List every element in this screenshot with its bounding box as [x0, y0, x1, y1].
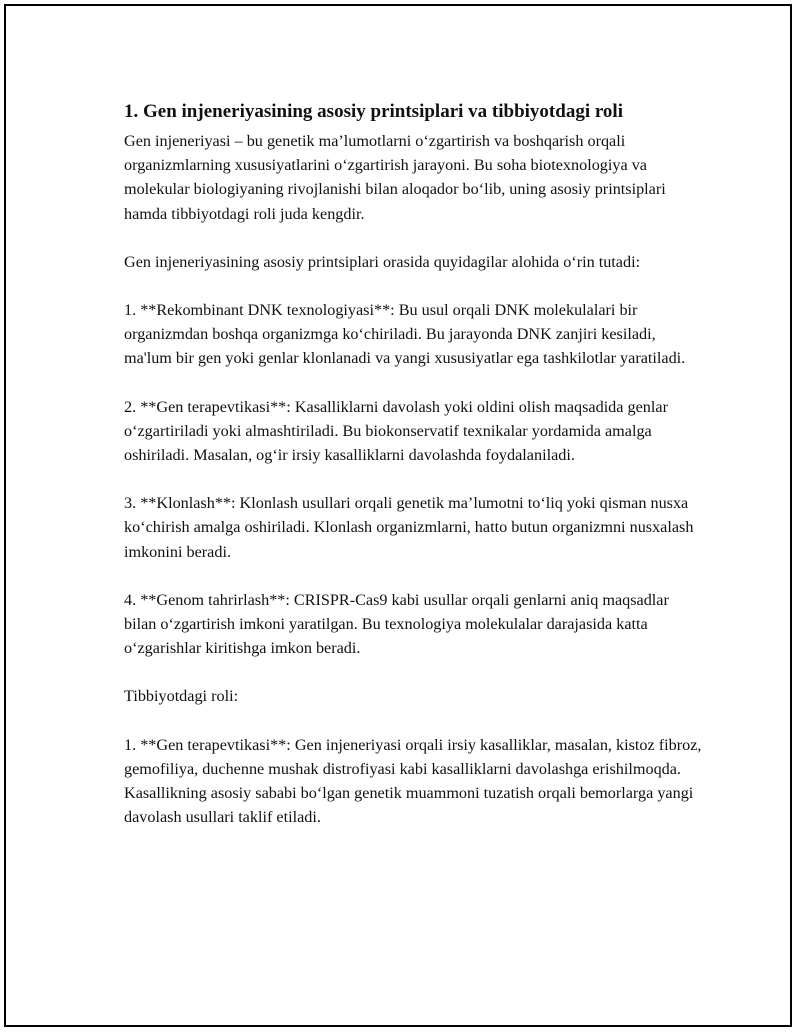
- principle-cloning: 3. **Klonlash**: Klonlash usullari orqali genetik ma’lumotni to‘liq yoki qisman nusxa ko‘chirish amalga oshiriladi. Klonlash organizmlarni, hatto butun organizmni nusxalash imkonini beradi.: [124, 494, 694, 561]
- intro-paragraph: Gen injeneriyasi – bu genetik ma’lumotlarni o‘zgartirish va boshqarish orqali organizmlarning xususiyatlarini o‘zgartirish jarayoni. Bu soha biotexnologiya va molekular biologiyaning rivojlanishi bilan aloqador bo‘lib, uning asosiy printsiplari hamda tibbiyotdagi roli juda kengdir.: [124, 132, 666, 223]
- principles-intro-paragraph: Gen injeneriyasining asosiy printsiplari orasida quyidagilar alohida o‘rin tutadi:: [124, 252, 641, 271]
- principle-genome-editing: 4. **Genom tahrirlash**: CRISPR-Cas9 kabi usullar orqali genlarni aniq maqsadlar bilan o‘zgartirish imkoni yaratilgan. Bu texnologiya molekulalar darajasida katta o‘zgarishlar kiritishga imkon beradi.: [124, 590, 669, 658]
- medicine-role-heading: Tibbiyotdagi roli:: [124, 687, 239, 706]
- page-frame: [4, 4, 792, 1027]
- principle-recombinant-dna: 1. **Rekombinant DNK texnologiyasi**: Bu usul orqali DNK molekulalari bir organizmdan boshqa organizmga ko‘chiriladi. Bu jarayonda DNK zanjiri kesiladi, ma'lum bir gen yoki genlar klonlanadi va yangi xususiyatlar ega tashkilotlar yaratiladi.: [124, 301, 686, 368]
- medicine-gene-therapy: 1. **Gen terapevtikasi**: Gen injeneriyasi orqali irsiy kasalliklar, masalan, kistoz fibroz, gemofiliya, duchenne mushak distrofiyasi kabi kasalliklarni davolashga erishilmoqda. Kasallikning asosiy sababi bo‘lgan genetik muammoni tuzatish orqali bemorlarga yangi davolash usullari taklif etiladi.: [124, 735, 702, 827]
- section-heading: 1. Gen injeneriyasining asosiy printsiplari va tibbiyotdagi roli: [124, 101, 623, 122]
- principle-gene-therapy: 2. **Gen terapevtikasi**: Kasalliklarni davolash yoki oldini olish maqsadida genlar o‘zgartiriladi yoki almashtiriladi. Bu biokonservatif texnikalar yordamida amalga oshiriladi. Masalan, og‘ir irsiy kasalliklarni davolashda foydalaniladi.: [124, 397, 668, 465]
- document-body: [124, 100, 704, 853]
